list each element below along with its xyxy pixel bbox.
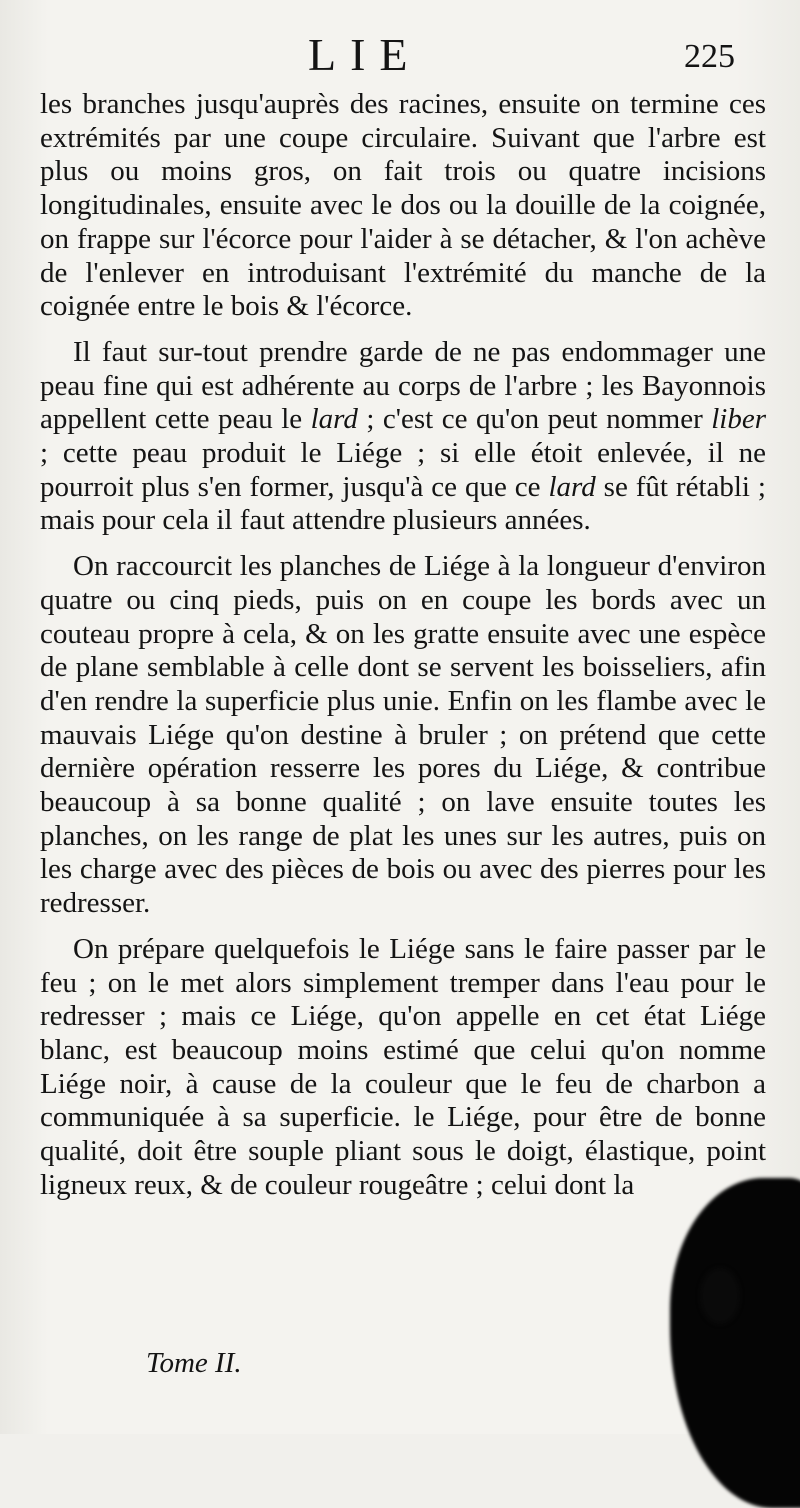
signature-mark: Tome II. (146, 1347, 242, 1379)
ink-stain-edge (700, 1268, 740, 1324)
term-lard-2: lard (548, 470, 596, 503)
running-head: LIE (308, 29, 422, 80)
paragraph-2-text-2: ; c'est ce qu'on peut nommer (357, 403, 712, 436)
term-lard: lard (310, 403, 358, 436)
paragraph-2-text-3: ; cette peau produit le Liége ; si elle étoit enlevée, il ne pourroit plus s'en former, jusqu'à ce que ce (40, 437, 766, 503)
paragraph-2 (40, 336, 766, 538)
paragraph-2-text-4: se fût rétabli ; mais pour cela il faut attendre plusieurs années. (40, 470, 766, 537)
paragraph-1: les branches jusqu'auprès des racines, ensuite on termine ces extrémités par une coupe circulaire. Suivant que l'arbre est plus ou moins gros, on fait trois ou quatre incisions longitudinales, ensuite avec le dos ou la douille de la coignée, on frappe sur l'écorce pour l'aider à se détacher, & l'on achève de l'enlever en introduisant l'extrémité du manche de la coignée entre le bois & l'écorce. (40, 88, 766, 323)
paragraph-2-text-1: Il faut sur-tout prendre garde de ne pas endommager une peau fine qui est adhérente au corps de l'arbre ; les Bayonnois appellent cette peau le (40, 335, 766, 436)
paragraph-3: On raccourcit les planches de Liége à la longueur d'environ quatre ou cinq pieds, puis on en coupe les bords avec un couteau propre à cela, & on les gratte ensuite avec une espèce de plane semblable à celle dont se servent les boisseliers, afin d'en rendre la superficie plus unie. Enfin on les flambe avec le mauvais Liége qu'on destine à bruler ; on prétend que cette dernière opération resserre les pores du Liége, & contribue beaucoup à sa bonne qualité ; on lave ensuite toutes les planches, on les range de plat les unes sur les autres, puis on les charge avec des pièces de bois ou avec des pierres pour les redresser. (40, 550, 766, 920)
paragraph-4: On prépare quelquefois le Liége sans le faire passer par le feu ; on le met alors simplement tremper dans l'eau pour le redresser ; mais ce Liége, qu'on appelle en cet état Liége blanc, est beaucoup moins estimé que celui qu'on nomme Liége noir, à cause de la couleur que le feu de charbon a communiquée à sa superficie. le Liége, pour être de bonne qualité, doit être souple pliant sous le doigt, élastique, point ligneux reux, & de couleur rougeâtre ; celui dont la (40, 932, 766, 1201)
page-number: 225 (684, 38, 735, 75)
page-header (0, 28, 800, 88)
body-text (40, 88, 766, 1203)
term-liber: liber (711, 403, 766, 436)
ink-stain (670, 1178, 800, 1508)
